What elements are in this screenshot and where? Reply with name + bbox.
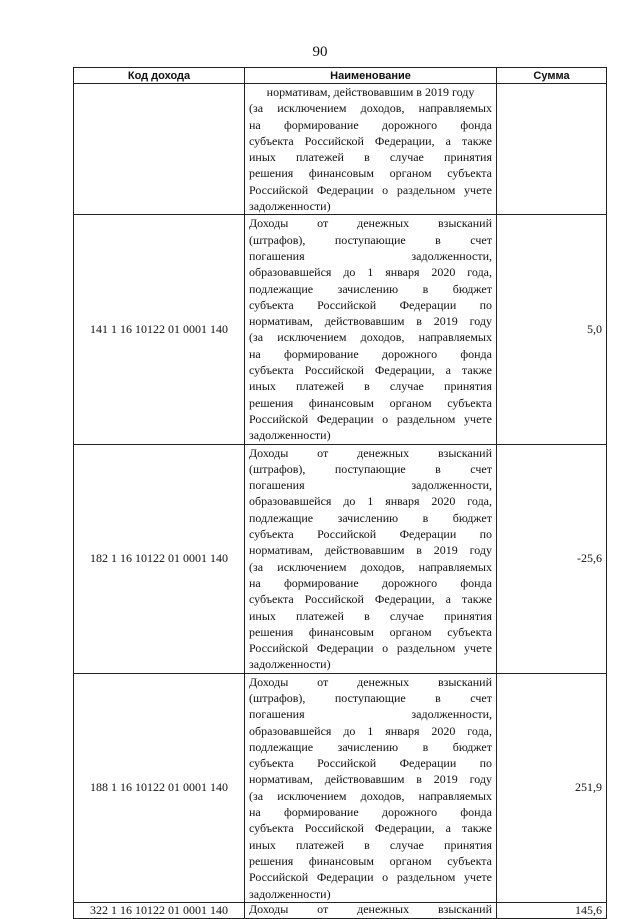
name-line: подлежащие зачислению в бюджет [249, 281, 492, 296]
name-line: Российской Федерации о раздельном учете [249, 411, 492, 426]
name-line: субъекта Российской Федерации, а также [249, 821, 492, 836]
name-line: на формирование дорожного фонда [249, 575, 492, 590]
name-line: погашения задолженности, [249, 707, 492, 722]
column-header-code: Код дохода [74, 68, 245, 84]
name-line: задолженности) [249, 657, 331, 672]
name-line: образовавшейся до 1 января 2020 года, [249, 494, 492, 509]
name-line: субъекта Российской Федерации по [249, 297, 492, 312]
name-line: Доходы от денежных взысканий [249, 674, 492, 689]
name-line: (штрафов), поступающие в счет [249, 690, 492, 705]
name-line: погашения задолженности, [249, 478, 492, 493]
table-row [74, 444, 607, 673]
name-line: нормативам, действовавшим в 2019 году [249, 772, 492, 787]
revenue-name [245, 673, 497, 902]
revenue-sum [497, 84, 607, 215]
name-line: решения финансовым органом субъекта [249, 624, 492, 639]
column-header-name: Наименование [245, 68, 497, 84]
table-header-row [74, 68, 607, 84]
table-row [74, 673, 607, 902]
revenue-sum: 145,6 [497, 902, 607, 918]
revenue-sum: 251,9 [497, 673, 607, 902]
name-line: задолженности) [249, 199, 331, 214]
revenue-code: 322 1 16 10122 01 0001 140 [74, 902, 245, 918]
table-row [74, 84, 607, 215]
revenue-code: 141 1 16 10122 01 0001 140 [74, 215, 245, 444]
name-line: Российской Федерации о раздельном учете [249, 641, 492, 656]
name-line: решения финансовым органом субъекта [249, 395, 492, 410]
name-line: решения финансовым органом субъекта [249, 853, 492, 868]
name-line: субъекта Российской Федерации, а также [249, 592, 492, 607]
revenue-sum: 5,0 [497, 215, 607, 444]
name-line: нормативам, действовавшим в 2019 году [249, 543, 492, 558]
name-line: субъекта Российской Федерации, а также [249, 363, 492, 378]
name-line: образовавшейся до 1 января 2020 года, [249, 265, 492, 280]
name-line: на формирование дорожного фонда [249, 117, 492, 132]
revenue-table [73, 67, 607, 919]
name-line: нормативам, действовавшим в 2019 году [249, 314, 492, 329]
name-line: нормативам, действовавшим в 2019 году [266, 85, 475, 99]
name-line: Российской Федерации о раздельном учете [249, 182, 492, 197]
revenue-sum: -25,6 [497, 444, 607, 673]
revenue-name [245, 215, 497, 444]
name-line: Доходы от денежных взысканий [249, 216, 492, 231]
column-header-sum: Сумма [497, 68, 607, 84]
name-line: погашения задолженности, [249, 248, 492, 263]
name-line: Российской Федерации о раздельном учете [249, 870, 492, 885]
name-line: иных платежей в случае принятия [249, 608, 492, 623]
revenue-name [245, 444, 497, 673]
name-line: Доходы от денежных взысканий [249, 445, 492, 460]
name-line: иных платежей в случае принятия [249, 837, 492, 852]
table-row [74, 215, 607, 444]
name-line: (за исключением доходов, направляемых [249, 788, 492, 803]
name-line: иных платежей в случае принятия [249, 379, 492, 394]
revenue-code: 188 1 16 10122 01 0001 140 [74, 673, 245, 902]
name-line: (за исключением доходов, направляемых [249, 330, 492, 345]
name-line: на формирование дорожного фонда [249, 346, 492, 361]
name-line: субъекта Российской Федерации по [249, 756, 492, 771]
revenue-code [74, 84, 245, 215]
name-line: (штрафов), поступающие в счет [249, 461, 492, 476]
name-line: (за исключением доходов, направляемых [249, 101, 492, 116]
name-line: субъекта Российской Федерации, а также [249, 133, 492, 148]
name-line: задолженности) [249, 886, 331, 901]
name-line: (за исключением доходов, направляемых [249, 559, 492, 574]
revenue-name [245, 84, 497, 215]
name-line: решения финансовым органом субъекта [249, 166, 492, 181]
revenue-code: 182 1 16 10122 01 0001 140 [74, 444, 245, 673]
name-line: субъекта Российской Федерации по [249, 527, 492, 542]
name-line: Доходы от денежных взысканий [249, 902, 492, 915]
name-line: образовавшейся до 1 января 2020 года, [249, 723, 492, 738]
name-line: задолженности) [249, 428, 331, 443]
name-line: на формирование дорожного фонда [249, 805, 492, 820]
page-number: 90 [312, 44, 328, 60]
name-line: (штрафов), поступающие в счет [249, 232, 492, 247]
name-line: подлежащие зачислению в бюджет [249, 510, 492, 525]
name-line: иных платежей в случае принятия [249, 150, 492, 165]
name-line: подлежащие зачислению в бюджет [249, 739, 492, 754]
